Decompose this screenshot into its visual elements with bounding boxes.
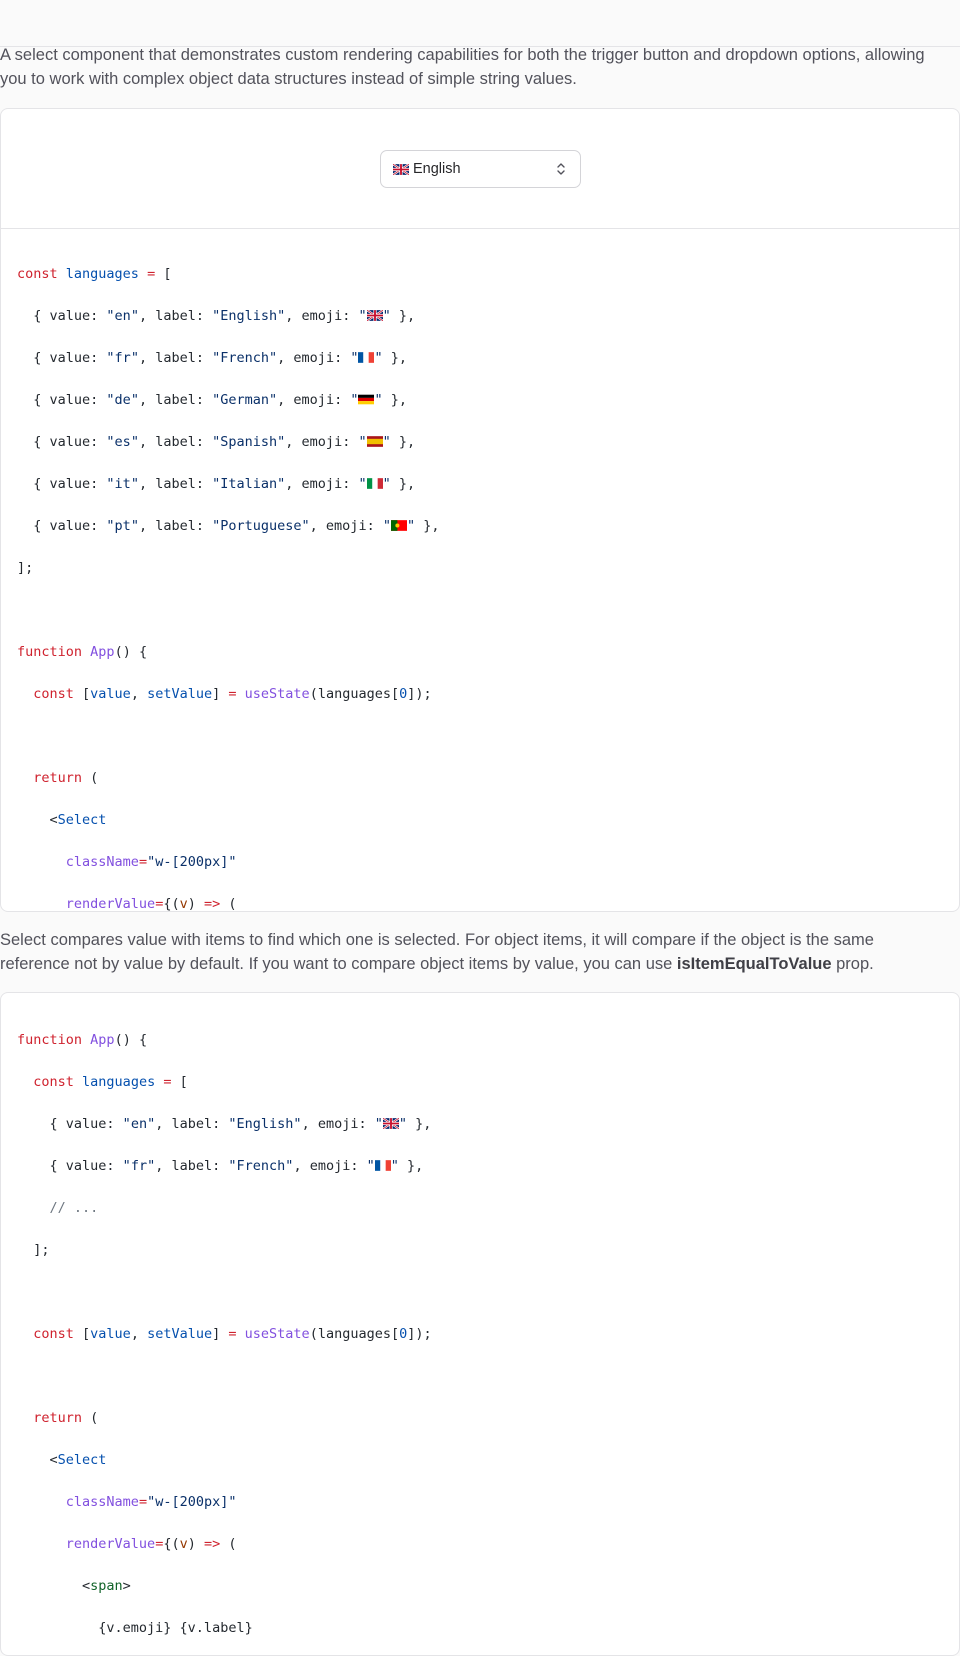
preview-area bbox=[1, 109, 959, 229]
language-select-trigger[interactable] bbox=[380, 150, 581, 188]
code-line-lang-2: { value: "de", label: "German", emoji: " " }, bbox=[17, 392, 407, 408]
fr-flag-icon bbox=[375, 1160, 391, 1171]
code-line-lang-1: { value: "fr", label: "French", emoji: " " }, bbox=[17, 1158, 424, 1174]
pt-flag-icon bbox=[391, 520, 407, 531]
code-line-lang-1: { value: "fr", label: "French", emoji: " " }, bbox=[17, 350, 407, 366]
intro-description: A select component that demonstrates custom rendering capabilities for both the trigger button and dropdown options, allowing you to work with complex object data structures instead of simple string values. bbox=[0, 46, 925, 88]
code-line-lang-5: { value: "pt", label: "Portuguese", emoji: " " }, bbox=[17, 518, 440, 534]
code-block-basic: const languages = [ { value: "en", label: "English", emoji: " " }, { value: "fr", label: "French", emoji: " " }, { value: "de", label: "German", emoji: " " }, { value: "es", label: "Spanish", emoji: " " }, { value: "it", label: "Italian", emoji: " " }, { value: "pt", label: "Portuguese", emoji: " " }, ]; function App() { const [value, setValue] = useState(languages[0]); return ( <Select className="w-[200px]" renderValue={(v) => ( bbox=[17, 243, 513, 912]
code-card-compare bbox=[0, 992, 960, 1656]
gb-flag-icon bbox=[367, 310, 383, 321]
code-line-lang-3: { value: "es", label: "Spanish", emoji: " " }, bbox=[17, 434, 416, 450]
code-line-lang-4: { value: "it", label: "Italian", emoji: " " }, bbox=[17, 476, 416, 492]
de-flag-icon bbox=[358, 394, 374, 405]
chevron-up-down-icon bbox=[556, 162, 566, 176]
compare-prop-name: isItemEqualToValue bbox=[676, 955, 832, 973]
code-line-lang-0: { value: "en", label: "English", emoji: " " }, bbox=[17, 308, 416, 324]
code-line-lang-0: { value: "en", label: "English", emoji: " " }, bbox=[17, 1116, 432, 1132]
code-block-compare: function App() { const languages = [ { value: "en", label: "English", emoji: " " }, { value: "fr", label: "French", emoji: " " }, // ... ]; const [value, setValue] = useState(languages[0]); return ( <Select className="w-[200px]" renderValue={(v) => ( <span> {v.emoji} {v.label} bbox=[17, 1009, 586, 1656]
compare-description: Select compares value with items to find which one is selected. For object items, it will compare if the object is the same reference not by value by default. If you want to compare object items by value, you can use isItemEqualToValue prop. bbox=[0, 931, 874, 973]
es-flag-icon bbox=[367, 436, 383, 447]
selected-language-label: English bbox=[413, 161, 461, 177]
demo-card bbox=[0, 108, 960, 912]
it-flag-icon bbox=[367, 478, 383, 489]
top-bar bbox=[0, 0, 960, 47]
fr-flag-icon bbox=[358, 352, 374, 363]
gb-flag-icon bbox=[393, 164, 409, 175]
gb-flag-icon bbox=[383, 1118, 399, 1129]
